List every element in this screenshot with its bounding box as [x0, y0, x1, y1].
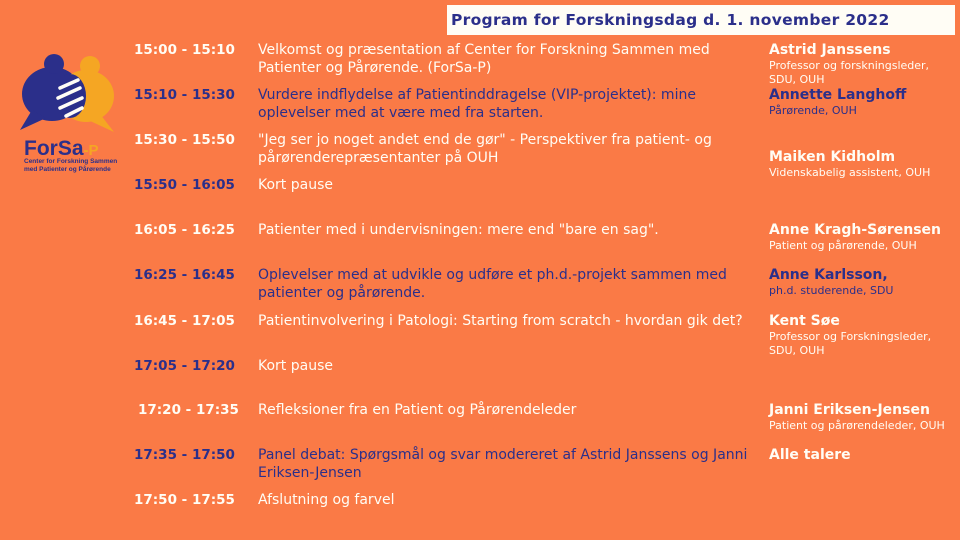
speaker-role: ph.d. studerende, SDU	[769, 284, 894, 297]
speaker-role: Patient og pårørende, OUH	[769, 239, 917, 252]
speaker-role: Professor og forskningsleder, SDU, OUH	[769, 59, 930, 86]
logo-subtitle: Center for Forskning Sammen med Patienter og Pårørende	[24, 158, 118, 173]
agenda-description: Patientinvolvering i Patologi: Starting from scratch - hvordan gik det?	[258, 313, 743, 329]
page-title: Program for Forskningsdag d. 1. november 2022	[451, 11, 890, 29]
speaker-name: Janni Eriksen-Jensen	[769, 402, 930, 418]
agenda-time: 17:50 - 17:55	[134, 492, 235, 508]
speaker-role: Pårørende, OUH	[769, 104, 857, 117]
agenda-description: Refleksioner fra en Patient og Pårørendeleder	[258, 402, 577, 418]
speaker-block	[769, 266, 957, 298]
speaker-block	[769, 446, 957, 464]
agenda-time: 17:05 - 17:20	[134, 358, 235, 374]
agenda-time: 15:30 - 15:50	[134, 132, 235, 148]
speaker-name: Kent Søe	[769, 313, 840, 329]
agenda-description: Velkomst og præsentation af Center for Forskning Sammen med Patienter og Pårørende. (ForSa-P)	[258, 42, 710, 76]
speaker-role: Professor og Forskningsleder, SDU, OUH	[769, 330, 932, 357]
speaker-role: Patient og pårørendeleder, OUH	[769, 419, 945, 432]
agenda-time: 17:35 - 17:50	[134, 447, 235, 463]
agenda-time: 15:10 - 15:30	[134, 87, 235, 103]
speaker-block	[769, 148, 957, 180]
agenda-description: Patienter med i undervisningen: mere end "bare en sag".	[258, 222, 659, 238]
agenda-description: Oplevelser med at udvikle og udføre et ph.d.-projekt sammen med patienter og pårørende.	[258, 267, 727, 301]
agenda-description: Kort pause	[258, 358, 333, 374]
speaker-block	[769, 312, 957, 358]
agenda-time: 16:05 - 16:25	[134, 222, 235, 238]
logo-name: ForSa-P	[24, 137, 99, 160]
speaker-block	[769, 401, 957, 433]
agenda-time: 17:20 - 17:35	[138, 402, 239, 418]
speaker-name: Alle talere	[769, 447, 851, 463]
speaker-block	[769, 86, 957, 118]
agenda-description: Panel debat: Spørgsmål og svar modereret af Astrid Janssens og Janni Eriksen-Jensen	[258, 447, 748, 481]
speaker-block	[769, 41, 957, 87]
speaker-name: Astrid Janssens	[769, 42, 891, 58]
speaker-role: Videnskabelig assistent, OUH	[769, 166, 931, 179]
agenda-description: Vurdere indflydelse af Patientinddragelse (VIP-projektet): mine oplevelser med at være med fra starten.	[258, 87, 696, 121]
agenda-time: 16:25 - 16:45	[134, 267, 235, 283]
agenda-time: 15:50 - 16:05	[134, 177, 235, 193]
speaker-name: Maiken Kidholm	[769, 149, 896, 165]
agenda-time: 16:45 - 17:05	[134, 313, 235, 329]
agenda-description: Kort pause	[258, 177, 333, 193]
title-banner	[447, 5, 955, 35]
speaker-name: Anne Karlsson,	[769, 267, 888, 283]
speaker-block	[769, 221, 957, 253]
speaker-name: Anne Kragh-Sørensen	[769, 222, 941, 238]
speaker-name: Annette Langhoff	[769, 87, 907, 103]
agenda-description: Afslutning og farvel	[258, 492, 395, 508]
agenda-time: 15:00 - 15:10	[134, 42, 235, 58]
agenda-description: "Jeg ser jo noget andet end de gør" - Perspektiver fra patient- og pårørenderepræsentanter på OUH	[258, 132, 712, 166]
